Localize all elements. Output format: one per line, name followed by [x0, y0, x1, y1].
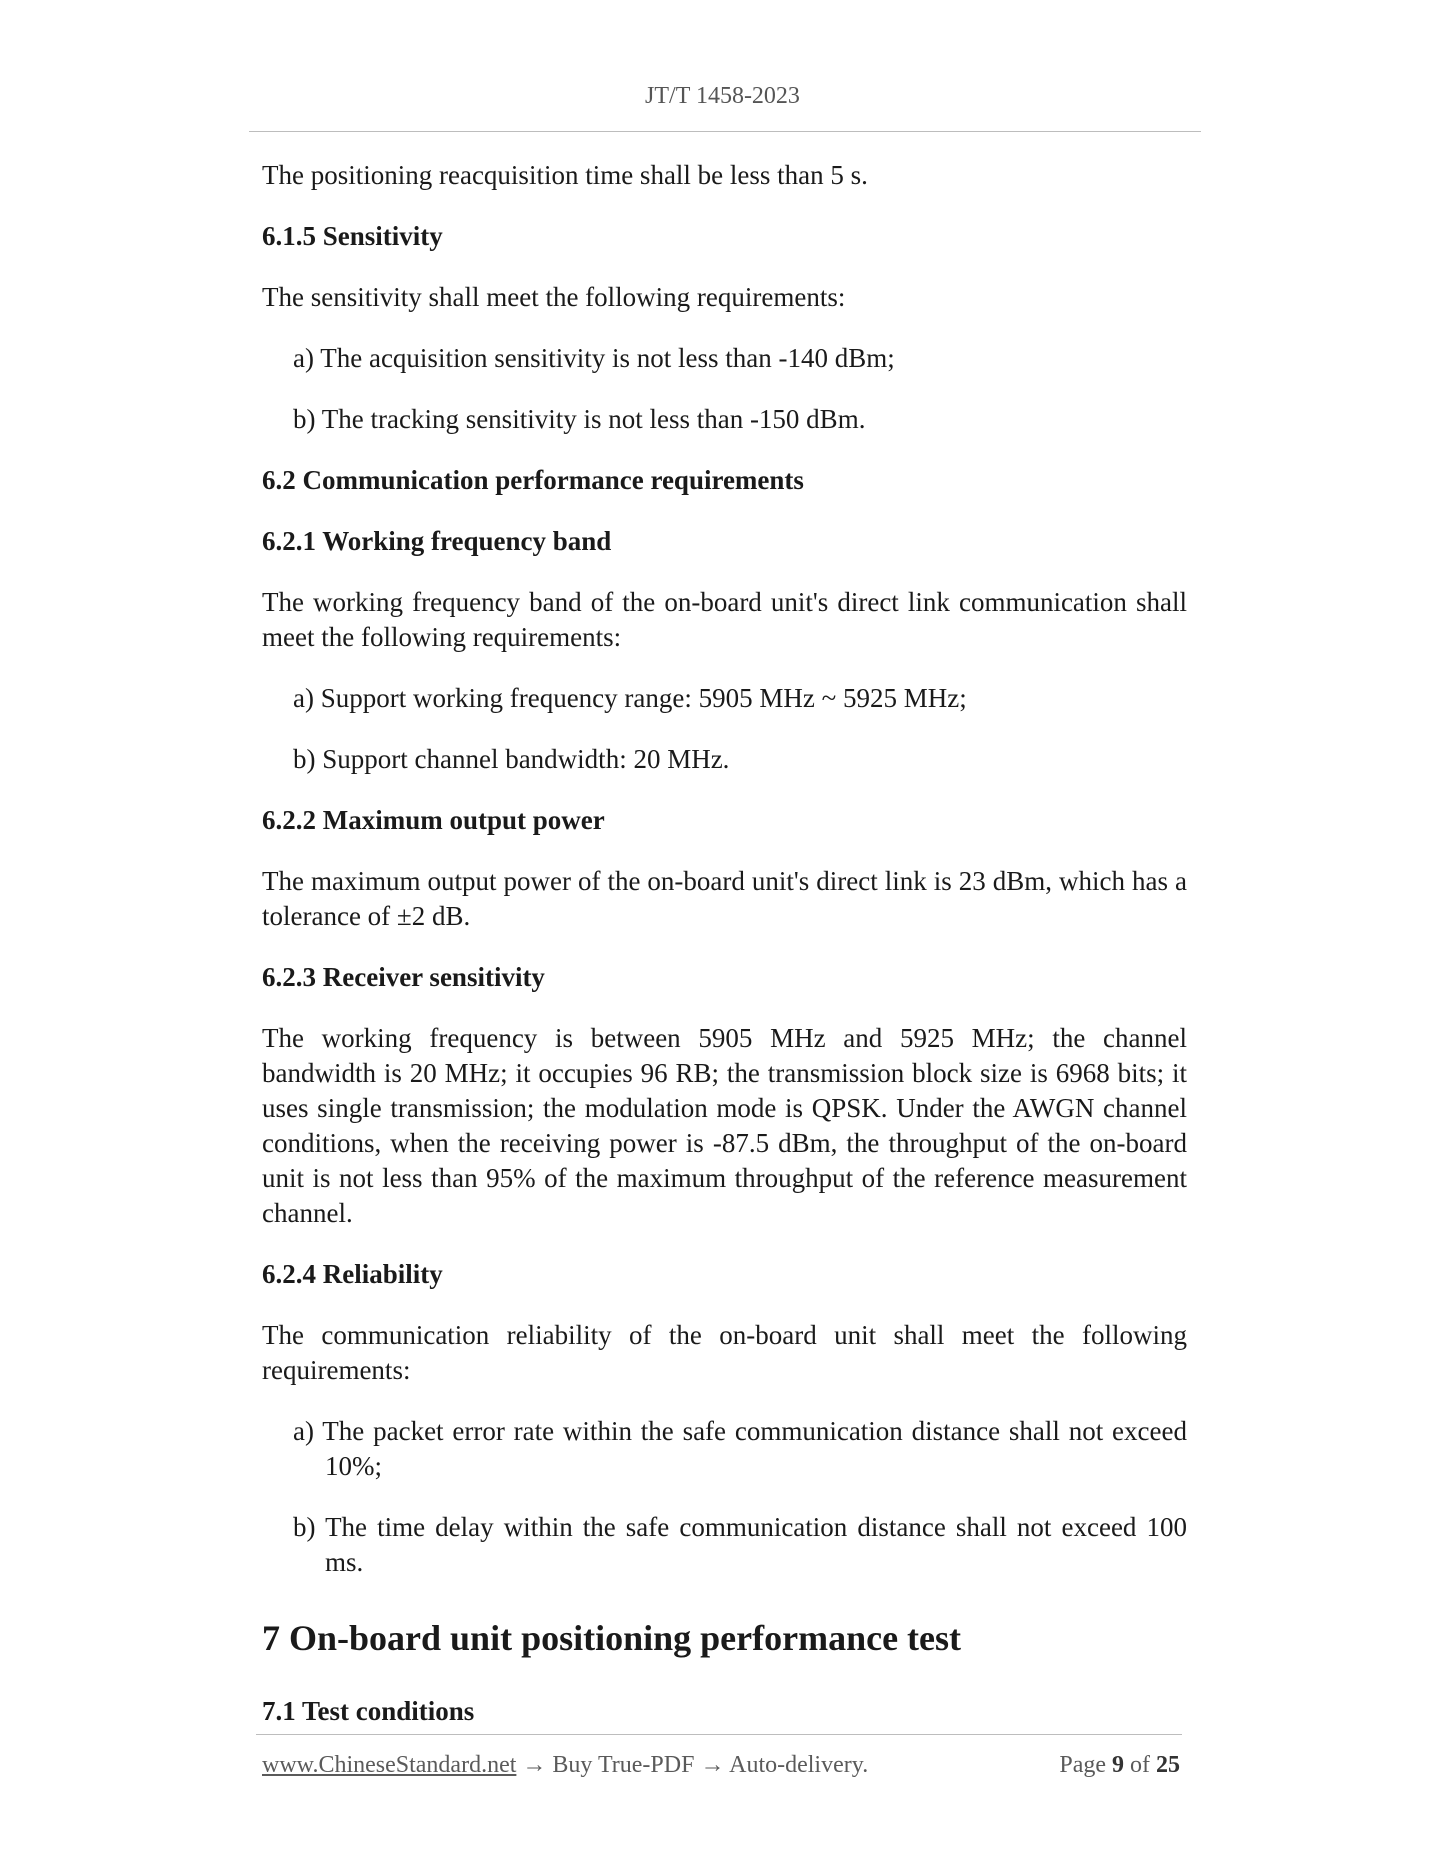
list-item: a) The packet error rate within the safe communication distance shall not exceed 10%;	[293, 1416, 1187, 1481]
section-heading-6-2-1: 6.2.1 Working frequency band	[262, 526, 612, 556]
section-heading-7-1: 7.1 Test conditions	[262, 1696, 475, 1726]
paragraph: The working frequency is between 5905 MHz and 5925 MHz; the channel bandwidth is 20 MHz; it occupies 96 RB; the transmission block size is 6968 bits; it uses single transmission; the modulation mode is QPSK. Under the AWGN channel conditions, when the receiving power is -87.5 dBm, the throughput of the on-board unit is not less than 95% of the maximum throughput of the reference measurement channel.	[262, 1023, 1187, 1228]
paragraph: The maximum output power of the on-board unit's direct link is 23 dBm, which has a tolerance of ±2 dB.	[262, 866, 1187, 931]
paragraph: The communication reliability of the on-board unit shall meet the following requirements:	[262, 1320, 1187, 1385]
website-link[interactable]: www.ChineseStandard.net	[262, 1752, 517, 1778]
section-heading-6-2-4: 6.2.4 Reliability	[262, 1259, 443, 1289]
page-number	[1059, 1752, 1180, 1779]
list-item: a) The acquisition sensitivity is not less than -140 dBm;	[293, 343, 895, 373]
page-of-label: of	[1130, 1752, 1150, 1778]
section-heading-6-2: 6.2 Communication performance requirements	[262, 465, 804, 495]
list-item: b) Support channel bandwidth: 20 MHz.	[293, 744, 730, 774]
paragraph: The working frequency band of the on-board unit's direct link communication shall meet the following requirements:	[262, 587, 1187, 652]
page-footer	[262, 1752, 1180, 1779]
header-divider	[249, 131, 1201, 132]
list-item: b) The time delay within the safe communication distance shall not exceed 100 ms.	[293, 1512, 1187, 1577]
section-heading-6-1-5: 6.1.5 Sensitivity	[262, 221, 443, 251]
list-item: a) Support working frequency range: 5905 MHz ~ 5925 MHz;	[293, 683, 967, 713]
page-body	[262, 158, 1187, 1755]
page-total: 25	[1156, 1752, 1180, 1778]
document-header-id: JT/T 1458-2023	[645, 83, 800, 109]
chapter-heading-7: 7 On-board unit positioning performance test	[262, 1618, 962, 1658]
paragraph: The positioning reacquisition time shall be less than 5 s.	[262, 160, 868, 190]
page-label: Page	[1059, 1752, 1106, 1778]
page-current: 9	[1112, 1752, 1124, 1778]
paragraph: The sensitivity shall meet the following requirements:	[262, 282, 846, 312]
footer-divider	[256, 1734, 1182, 1735]
section-heading-6-2-2: 6.2.2 Maximum output power	[262, 805, 605, 835]
footer-promo-text: → Buy True-PDF → Auto-delivery.	[516, 1752, 869, 1778]
section-heading-6-2-3: 6.2.3 Receiver sensitivity	[262, 962, 545, 992]
list-item: b) The tracking sensitivity is not less than -150 dBm.	[293, 404, 866, 434]
